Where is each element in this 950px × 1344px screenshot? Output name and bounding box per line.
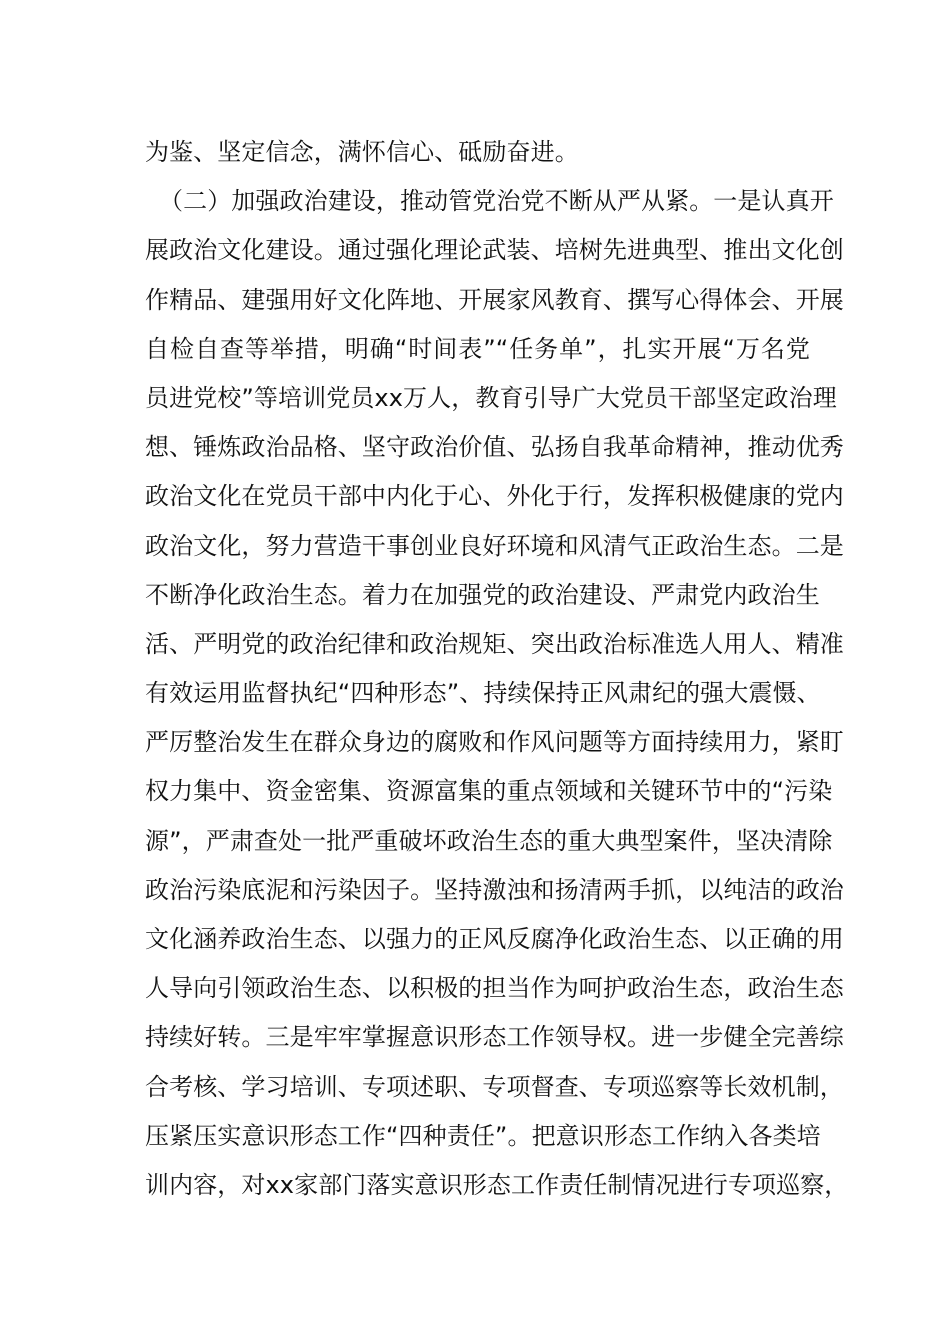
text-line: 政治污染底泥和污染因子。坚持激浊和扬清两手抓，以纯洁的政治: [145, 875, 844, 904]
text-line: 权力集中、资金密集、资源富集的重点领域和关键环节中的“污染: [145, 777, 833, 806]
text-line: 文化涵养政治生态、以强力的正风反腐净化政治生态、以正确的用: [145, 925, 844, 953]
text-line: 持续好转。三是牢牢掌握意识形态工作领导权。进一步健全完善综: [145, 1023, 844, 1052]
text-line: 政治文化在党员干部中内化于心、外化于行，发挥积极健康的党内: [145, 482, 844, 511]
text-line: 人导向引领政治生态、以积极的担当作为呵护政治生态，政治生态: [145, 974, 844, 1003]
body-text: [145, 128, 849, 1210]
text-line: 严厉整治发生在群众身边的腐败和作风问题等方面持续用力，紧盯: [145, 728, 844, 757]
text-line: 合考核、学习培训、专项述职、专项督查、专项巡察等长效机制，: [145, 1072, 844, 1101]
text-line: 作精品、建强用好文化阵地、开展家风教育、撰写心得体会、开展: [145, 285, 844, 314]
text-line: 为鉴、坚定信念，满怀信心、砥励奋进。: [145, 138, 579, 166]
text-line: 自检自查等举措，明确“时间表”“任务单”，扎实开展“万名党: [145, 334, 810, 363]
text-line: 政治文化，努力营造干事创业良好环境和风清气正政治生态。二是: [145, 531, 844, 560]
text-line: 压紧压实意识形态工作“四种责任”。把意识形态工作纳入各类培: [145, 1121, 821, 1150]
text-line: 有效运用监督执纪“四种形态”、持续保持正风肃纪的强大震慑、: [145, 679, 821, 708]
text-line: 源”，严肃查处一批严重破坏政治生态的重大典型案件，坚决清除: [145, 826, 833, 855]
text-line: 员进党校”等培训党员xx万人，教育引导广大党员干部坚定政治理: [145, 383, 837, 412]
text-line: 不断净化政治生态。着力在加强党的政治建设、严肃党内政治生: [145, 580, 820, 609]
text-line: 训内容，对xx家部门落实意识形态工作责任制情况进行专项巡察，: [145, 1170, 849, 1199]
text-line: 展政治文化建设。通过强化理论武装、培树先进典型、推出文化创: [145, 236, 844, 265]
text-line: 想、锤炼政治品格、坚守政治价值、弘扬自我革命精神，推动优秀: [145, 433, 844, 462]
text-line: 活、严明党的政治纪律和政治规矩、突出政治标准选人用人、精准: [145, 629, 844, 658]
paragraph-heading-line: （二）加强政治建设，推动管党治党不断从严从紧。一是认真开: [159, 187, 834, 216]
